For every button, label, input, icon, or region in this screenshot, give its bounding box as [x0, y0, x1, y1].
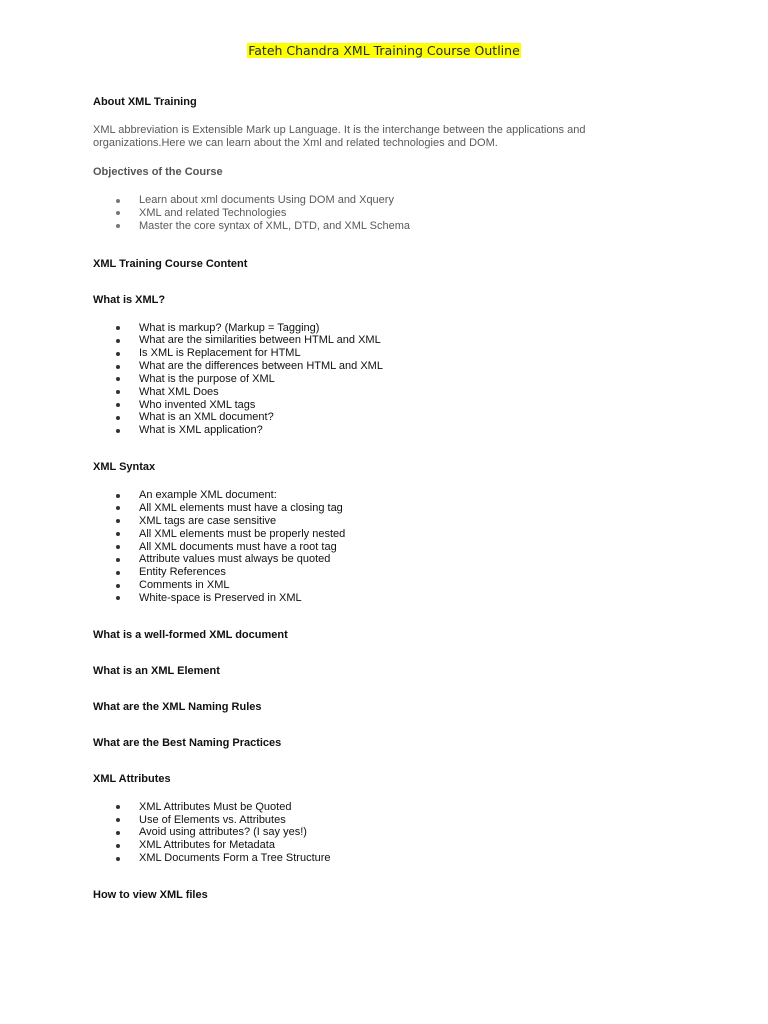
- list-item: XML Attributes Must be Quoted: [93, 801, 653, 814]
- element-heading: What is an XML Element: [93, 664, 220, 677]
- list-item: Master the core syntax of XML, DTD, and XML Schema: [93, 220, 653, 233]
- list-item: White-space is Preserved in XML: [93, 592, 653, 605]
- list-item: What is the purpose of XML: [93, 373, 653, 386]
- attributes-list: [93, 801, 653, 865]
- list-item: Attribute values must always be quoted: [93, 553, 653, 566]
- list-item: What is markup? (Markup = Tagging): [93, 322, 653, 335]
- what-is-xml-list: [93, 322, 653, 438]
- list-item: What is XML application?: [93, 424, 653, 437]
- naming-rules-heading: What are the XML Naming Rules: [93, 700, 262, 713]
- about-text: XML abbreviation is Extensible Mark up Language. It is the interchange between the applications and organizations.Here we can learn about the Xml and related technologies and DOM.: [93, 124, 586, 149]
- xml-syntax-list: [93, 489, 653, 605]
- objectives-heading: Objectives of the Course: [93, 166, 223, 178]
- list-item: Avoid using attributes? (I say yes!): [93, 826, 653, 839]
- objectives-list: [93, 194, 653, 233]
- list-item: Learn about xml documents Using DOM and Xquery: [93, 194, 653, 207]
- list-item: What are the differences between HTML and XML: [93, 360, 653, 373]
- well-formed-heading: What is a well-formed XML document: [93, 628, 288, 641]
- list-item: All XML elements must have a closing tag: [93, 502, 653, 515]
- list-item: An example XML document:: [93, 489, 653, 502]
- list-item: All XML documents must have a root tag: [93, 541, 653, 554]
- list-item: What is an XML document?: [93, 411, 653, 424]
- about-heading: About XML Training: [93, 96, 197, 108]
- attributes-heading: XML Attributes: [93, 772, 171, 785]
- document-body: [93, 94, 653, 903]
- list-item: XML and related Technologies: [93, 207, 653, 220]
- course-content-heading: XML Training Course Content: [93, 257, 248, 270]
- list-item: Is XML is Replacement for HTML: [93, 347, 653, 360]
- title-block: [0, 42, 768, 60]
- list-item: XML tags are case sensitive: [93, 515, 653, 528]
- list-item: Entity References: [93, 566, 653, 579]
- xml-syntax-heading: XML Syntax: [93, 461, 156, 474]
- list-item: XML Documents Form a Tree Structure: [93, 852, 653, 865]
- list-item: XML Attributes for Metadata: [93, 839, 653, 852]
- list-item: What XML Does: [93, 386, 653, 399]
- document-title: Fateh Chandra XML Training Course Outline: [248, 43, 520, 58]
- list-item: Comments in XML: [93, 579, 653, 592]
- best-naming-heading: What are the Best Naming Practices: [93, 736, 282, 749]
- list-item: What are the similarities between HTML and XML: [93, 334, 653, 347]
- what-is-xml-heading: What is XML?: [93, 293, 166, 306]
- list-item: Use of Elements vs. Attributes: [93, 814, 653, 827]
- view-xml-heading: How to view XML files: [93, 888, 208, 901]
- list-item: Who invented XML tags: [93, 399, 653, 412]
- list-item: All XML elements must be properly nested: [93, 528, 653, 541]
